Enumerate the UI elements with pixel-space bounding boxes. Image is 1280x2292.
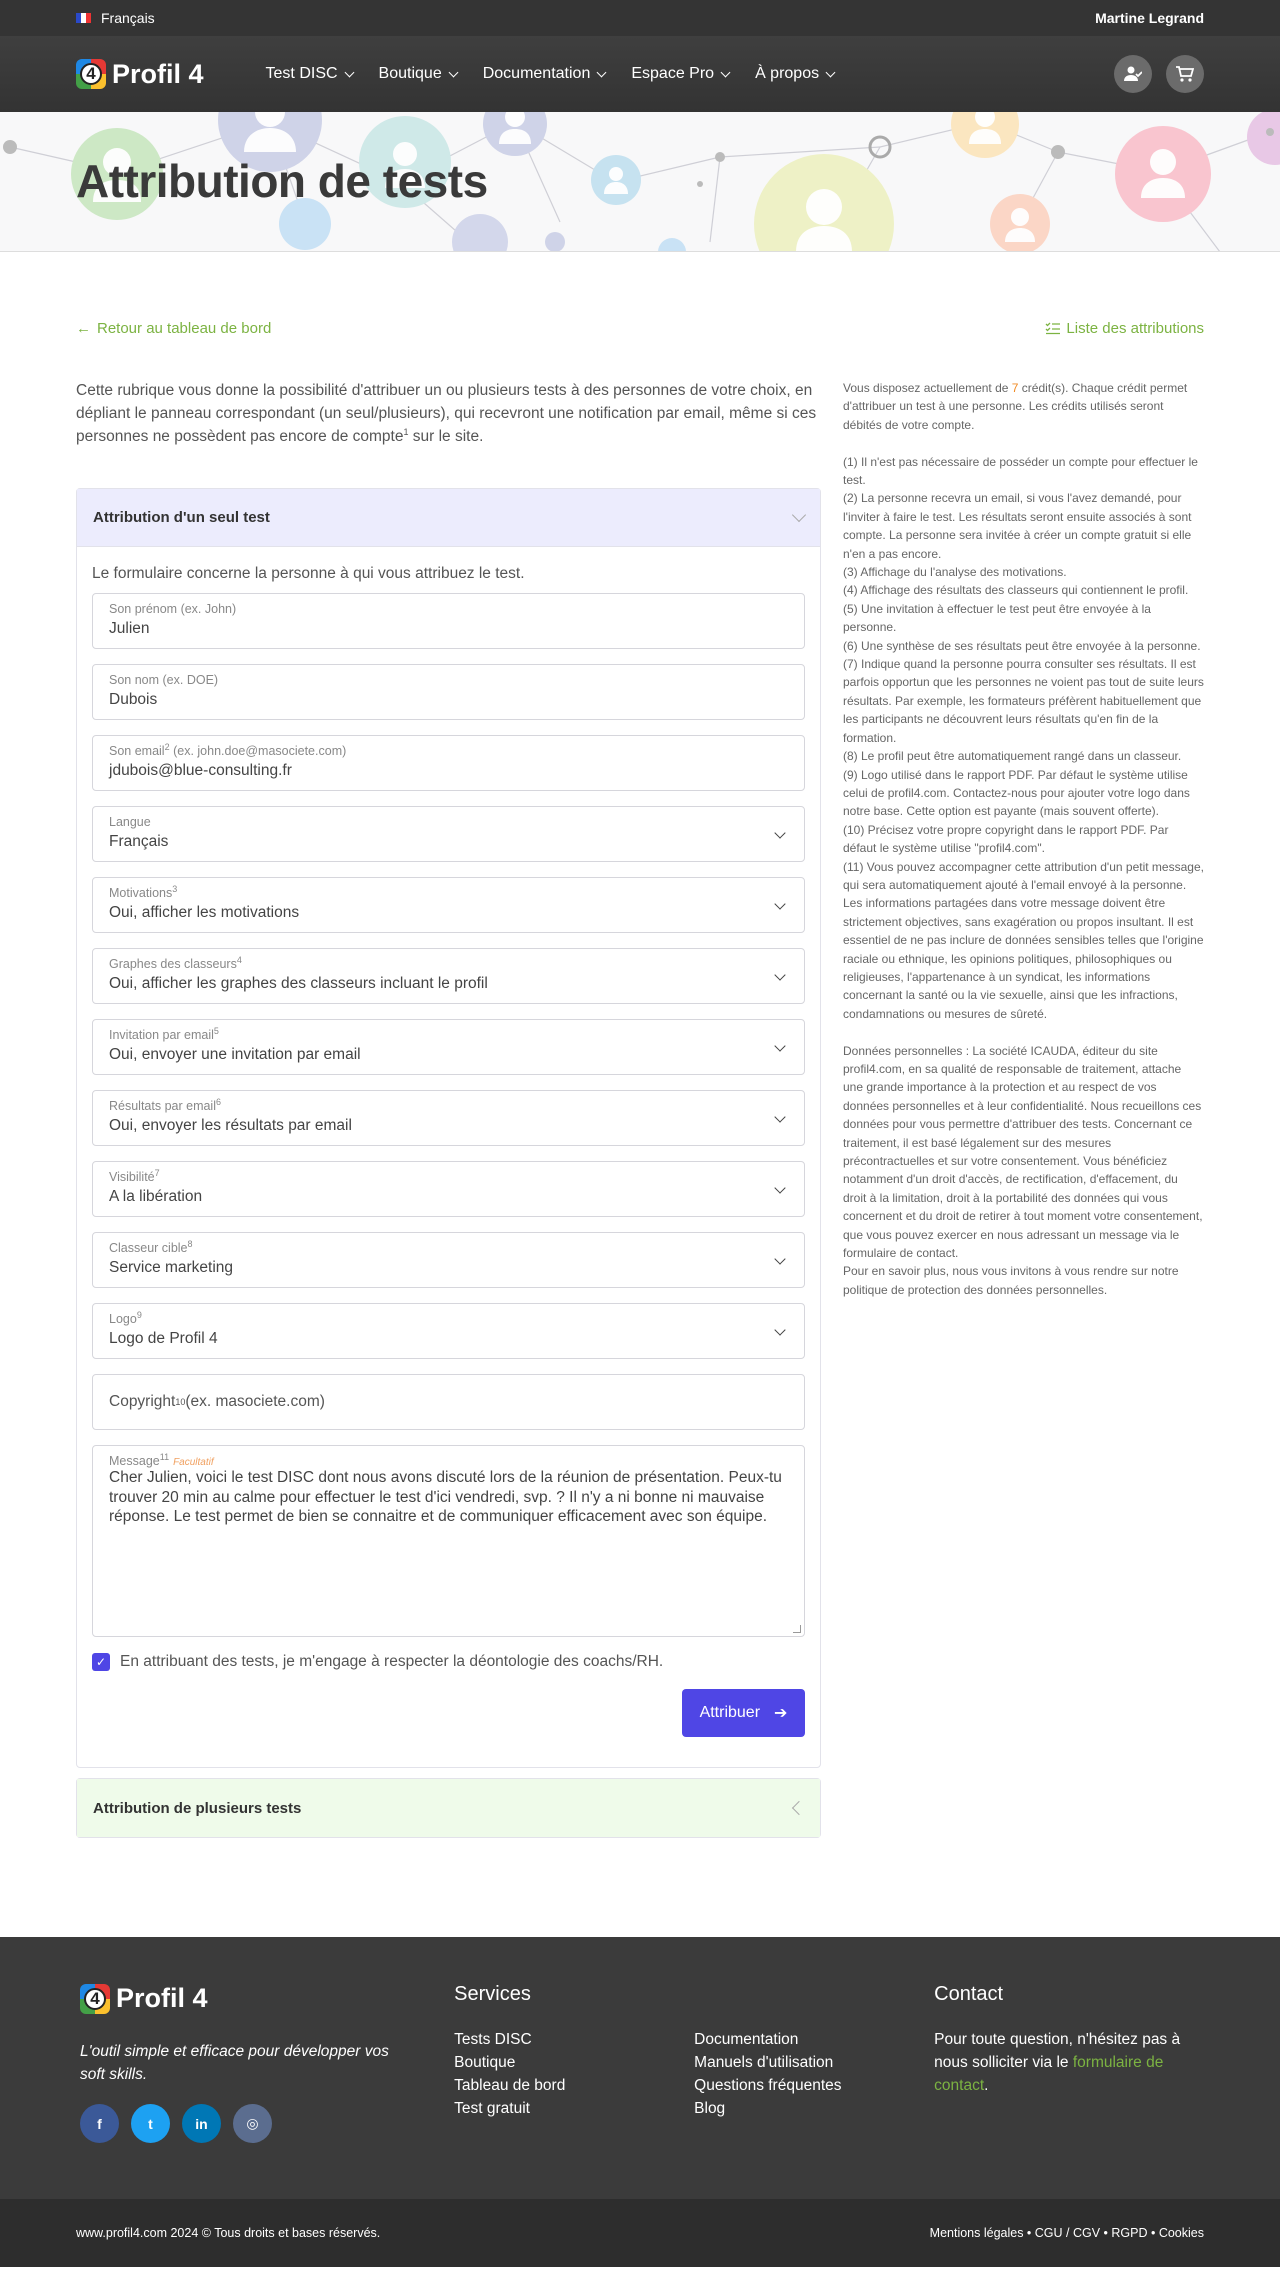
footer-tagline: L'outil simple et efficace pour développer vos soft skills.: [80, 2043, 389, 2083]
main-nav: [0, 36, 1280, 112]
graphs-select[interactable]: Graphes des classeurs$^4$ Oui, afficher les graphes des classeurs incluant le profil: [92, 948, 805, 1004]
footer-logo[interactable]: 4 Profil 4: [80, 1983, 454, 2014]
menu-test-disc[interactable]: Test DISC: [266, 65, 353, 83]
footer-link-manuals[interactable]: Manuels d'utilisation: [694, 2054, 834, 2071]
chevron-down-icon: [597, 67, 607, 77]
menu-a-propos[interactable]: À propos: [755, 65, 834, 83]
chevron-down-icon: [448, 67, 458, 77]
twitter-icon[interactable]: t: [131, 2104, 170, 2143]
invitation-select[interactable]: Invitation par email$^5$ Oui, envoyer une invitation par email: [92, 1019, 805, 1075]
language-label: Français: [101, 10, 155, 26]
cart-icon[interactable]: [1166, 55, 1204, 93]
site-footer: [0, 1937, 1280, 2267]
credits-text: Vous disposez actuellement de 7 crédit(s). Chaque crédit permet d'attribuer un test à une personne. Les crédits utilisés seront débités de votre compte.: [843, 381, 1188, 432]
footer-link-faq[interactable]: Questions fréquentes: [694, 2077, 842, 2094]
motivations-select[interactable]: Motivations$^3$ Oui, afficher les motivations: [92, 877, 805, 933]
chevron-down-icon: [344, 67, 354, 77]
privacy-text: Données personnelles : La société ICAUDA, éditeur du site profil4.com, en sa qualité de responsable de traitement, attache une grande importance à la protection et au respect de vos données personnelles et à leur confidentialité. Nous recueillons ces données pour vous permettre d'attribuer des tests. Concernant ce traitement, il est basé légalement sur des mesures précontractuelles et sur votre consentement. Vous bénéficiez notamment d'un droit d'accès, de rectification, d'effacement, du droit à la limitation, droit à la portabilité des données qui vous concernent et du droit de retirer à tout moment votre consentement, que vous pouvez exercer en nous adressant un message via le formulaire de contact. Pour en savoir plus, nous vous invitons à vous rendre sur notre politique de protection des données personnelles.: [843, 1043, 1203, 1297]
attribuer-button[interactable]: Attribuer ➔: [682, 1689, 805, 1737]
copyright-input[interactable]: Copyright 10 (ex. masociete.com): [92, 1374, 805, 1430]
site-logo[interactable]: [76, 59, 204, 90]
contact-heading: Contact: [934, 1983, 1004, 2005]
footnotes: (1) Il n'est pas nécessaire de posséder un compte pour effectuer le test. (2) La personne recevra un email, si vous l'avez demandé, pour l'inviter à faire le test. Les résultats seront ensuite associés à sont compte. La personne sera invitée à créer un compte gratuit si elle n'en a pas encore. (3) Affichage du l'analyse des motivations. (4) Affichage des résultats des classeurs qui contiennent le profil. (5) Une invitation à effectuer le test peut être envoyée à la personne. (6) Une synthèse de ses résultats peut être envoyée à la personne. (7) Indique quand la personne pourra consulter ses résultats. Il est parfois opportun que les personnes ne voient pas tout de suite leurs résultats. Par exemple, les formateurs préfèrent habituellement que les participants ne découvrent leurs résultats qu'en fin de la formation. (8) Le profil peut être automatiquement rangé dans un classeur. (9) Logo utilisé dans le rapport PDF. Par défaut le système utilise celui de profil4.com. Contactez-nous pour ajouter votre logo dans notre base. Cette option est payante (mais souvent offerte). (10) Précisez votre propre copyright dans le rapport PDF. Par défaut le système utilise "profil4.com". (11) Vous pouvez accompagner cette attribution d'un petit message, qui sera automatiquement ajouté à l'email envoyé à la personne. Les informations partagées dans votre message doivent être strictement objectives, sans exagération ou propos insultant. Il est essentiel de ne pas inclure de données sensibles telles que l'origine raciale ou ethnique, les opinions politiques, philosophiques ou religieuses, l'appartenance à un syndicat, les informations concernant la santé ou la vie sexuelle, ainsi que les infractions, condamnations ou mesures de sûreté.: [843, 454, 1204, 1021]
french-flag-icon: [76, 13, 91, 23]
services-heading: Services: [454, 1983, 531, 2005]
message-textarea[interactable]: Message$^{11}$Facultatif Cher Julien, voici le test DISC dont nous avons discuté lors de la réunion de présentation. Peux-tu trouver 20 min au calme pour effectuer le test d'ici vendredi, svp. ? Il n'y a ni bonne ni mauvaise réponse. Le test permet de bien se connaitre et de communiquer efficacement avec son équipe.: [92, 1445, 805, 1637]
email-field[interactable]: Son email$^2$ (ex. john.doe@masociete.com) jdubois@blue-consulting.fr: [92, 735, 805, 791]
profil4-logo-icon: 4: [76, 59, 106, 89]
firstname-field[interactable]: Son prénom (ex. John) Julien: [92, 593, 805, 649]
facebook-icon[interactable]: f: [80, 2104, 119, 2143]
footer-copyright: www.profil4.com 2024 © Tous droits et bases réservés.: [76, 2226, 381, 2240]
chevron-left-icon: [792, 1801, 806, 1815]
contact-text: Pour toute question, n'hésitez pas à nous solliciter via le formulaire de contact.: [934, 2031, 1181, 2094]
page-title: Attribution de tests: [76, 155, 488, 207]
footer-link-documentation[interactable]: Documentation: [694, 2031, 799, 2048]
footer-link-tests-disc[interactable]: Tests DISC: [454, 2031, 532, 2048]
chevron-down-icon: [721, 67, 731, 77]
intro-text: Cette rubrique vous donne la possibilité d'attribuer un ou plusieurs tests à des personnes de votre choix, en dépliant le panneau correspondant (un seul/plusieurs), qui recevront une notification par email, même si ces personnes ne possèdent pas encore de compte$^1$ sur le site.: [76, 382, 817, 445]
credit-count: 7: [1011, 381, 1019, 395]
language-selector[interactable]: [76, 10, 155, 26]
menu-documentation[interactable]: Documentation: [483, 65, 606, 83]
multiple-tests-panel: [76, 1778, 821, 1838]
multiple-tests-panel-header[interactable]: Attribution de plusieurs tests: [77, 1779, 820, 1837]
user-account-icon[interactable]: [1114, 55, 1152, 93]
results-select[interactable]: Résultats par email$^6$ Oui, envoyer les résultats par email: [92, 1090, 805, 1146]
help-sidebar: [843, 379, 1204, 1838]
logo-text: Profil 4: [112, 58, 204, 89]
back-to-dashboard-link[interactable]: ← Retour au tableau de bord: [76, 320, 272, 337]
arrow-left-icon: ←: [76, 320, 91, 337]
attributions-list-link[interactable]: Liste des attributions: [1045, 320, 1204, 337]
consent-checkbox[interactable]: ✓: [92, 1653, 110, 1671]
visibility-select[interactable]: Visibilité$^7$ A la libération: [92, 1161, 805, 1217]
target-folder-select[interactable]: Classeur cible$^8$ Service marketing: [92, 1232, 805, 1288]
user-name[interactable]: Martine Legrand: [1095, 10, 1204, 26]
chevron-down-icon: [792, 507, 806, 521]
form-note: Le formulaire concerne la personne à qui vous attribuez le test.: [92, 565, 525, 582]
footer-link-boutique[interactable]: Boutique: [454, 2054, 516, 2071]
contact-form-link[interactable]: formulaire de contact: [934, 2054, 1164, 2094]
language-select[interactable]: Langue Français: [92, 806, 805, 862]
logo-select[interactable]: Logo$^9$ Logo de Profil 4: [92, 1303, 805, 1359]
footer-legal-links[interactable]: Mentions légales • CGU / CGV • RGPD • Cookies: [929, 2226, 1204, 2240]
linkedin-icon[interactable]: in: [182, 2104, 221, 2143]
lastname-field[interactable]: Son nom (ex. DOE) Dubois: [92, 664, 805, 720]
consent-label: En attribuant des tests, je m'engage à respecter la déontologie des coachs/RH.: [120, 1653, 664, 1670]
chevron-down-icon: [826, 67, 836, 77]
instagram-icon[interactable]: ◎: [233, 2104, 272, 2143]
footer-link-blog[interactable]: Blog: [694, 2100, 726, 2117]
menu-boutique[interactable]: Boutique: [379, 65, 457, 83]
profil4-logo-icon: 4: [80, 1984, 110, 2014]
list-check-icon: [1045, 322, 1060, 335]
page-hero: [0, 112, 1280, 252]
single-test-panel: [76, 488, 821, 1768]
menu-espace-pro[interactable]: Espace Pro: [631, 65, 729, 83]
footer-link-dashboard[interactable]: Tableau de bord: [454, 2077, 566, 2094]
top-bar: [0, 0, 1280, 36]
single-test-panel-header[interactable]: Attribution d'un seul test: [77, 489, 820, 547]
arrow-right-icon: ➔: [774, 1705, 788, 1722]
footer-link-free-test[interactable]: Test gratuit: [454, 2100, 530, 2117]
resize-handle-icon[interactable]: [793, 1625, 801, 1633]
